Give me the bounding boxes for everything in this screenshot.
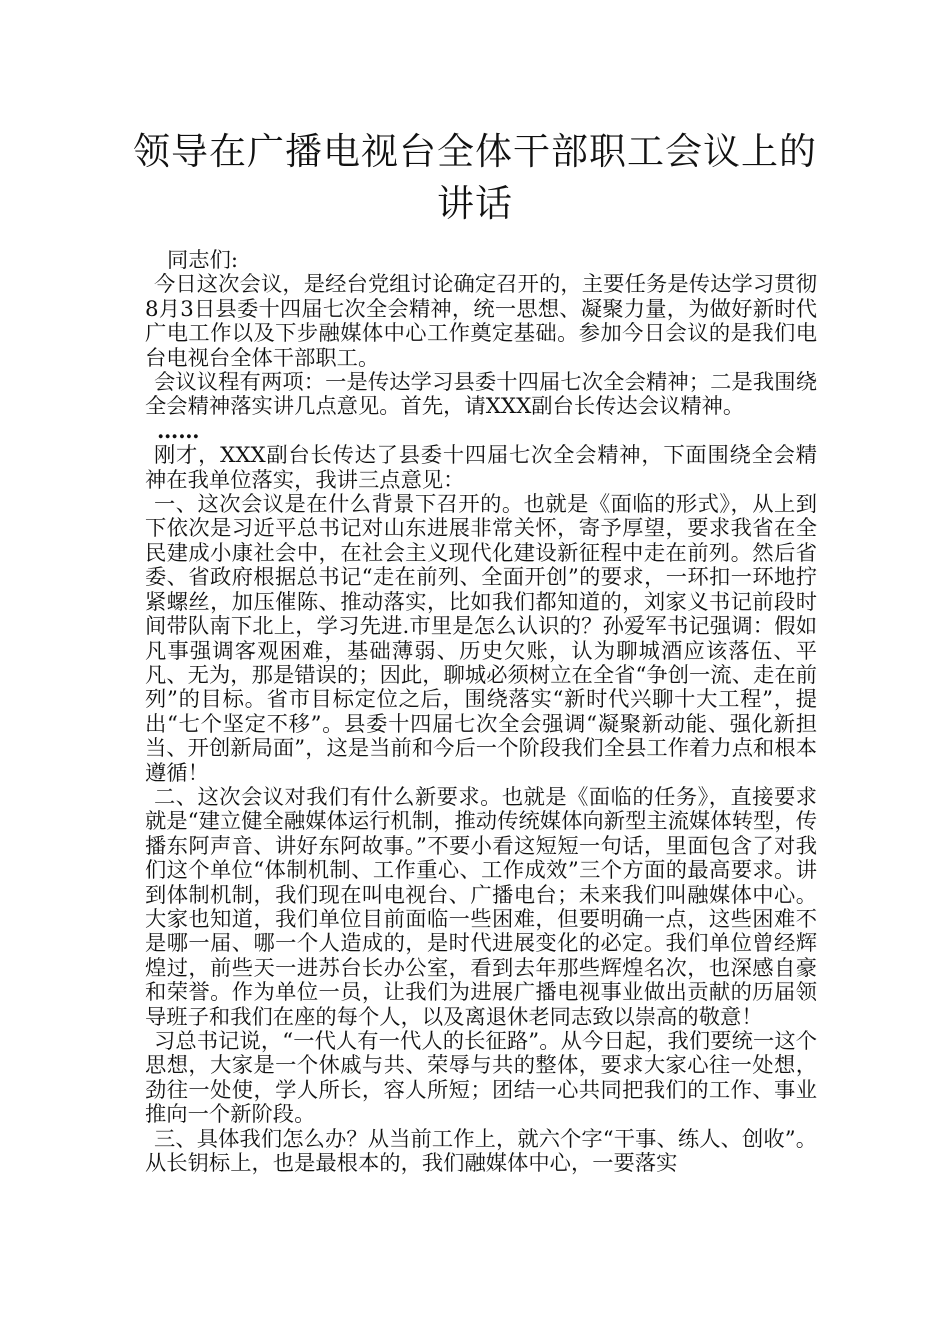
title-line-2: 讲话 [437,182,513,225]
paragraph-meeting-purpose: 今日这次会议，是经台党组讨论确定召开的，主要任务是传达学习贯彻8月3日县委十四届七次全会精神，统一思想、凝聚力量，为做好新时代广电工作以及下步融媒体中心工作奠定基础。参加今日会议的是我们电台电视台全体干部职工。 [145,272,817,371]
paragraph-agenda: 会议议程有两项：一是传达学习县委十四届七次全会精神；二是我围绕全会精神落实讲几点意见。首先，请XXX副台长传达会议精神。 [145,370,817,420]
paragraph-point-three: 三、具体我们怎么办？从当前工作上，就六个字“干事、练人、创收”。从长钥标上，也是最根本的，我们融媒体中心，一要落实 [145,1126,817,1177]
document-title [120,126,830,230]
paragraph-point-one: 一、这次会议是在什么背景下召开的。也就是《面临的形式》，从上到下依次是习近平总书记对山东进展非常关怀，寄予厚望，要求我省在全民建成小康社会中，在社会主义现代化建设新征程中走在前列。然后省委、省政府根据总书记“走在前列、全面开创”的要求，一环扣一环地拧紧螺丝，加压催陈、推动落实，比如我们都知道的，刘家义书记前段时间带队南下北上，学习先进.市里是怎么认识的？孙爱军书记强调：假如凡事强调客观困难，基础薄弱、历史欠账，认为聊城酒应该落伍、平凡、无为，那是错误的；因此，聊城必须树立在全省“争创一流、走在前列”的目标。省市目标定位之后，围绕落实“新时代兴聊十大工程”，提出“七个坚定不移”。县委十四届七次全会强调“凝聚新动能、强化新担当、开创新局面”，这是当前和今后一个阶段我们全县工作着力点和根本遵循！ [145,492,817,786]
paragraph-quote: 习总书记说，“一代人有一代人的长征路”。从今日起，我们要统一这个思想，大家是一个休戚与共、荣辱与共的整体，要求大家心往一处想，劲往一处使，学人所长，容人所短；团结一心共同把我们的工作、事业推向一个新阶段。 [145,1029,817,1128]
paragraph-point-two: 二、这次会议对我们有什么新要求。也就是《面临的任务》，直接要求就是“建立健全融媒体运行机制，推动传统媒体向新型主流媒体转型，传播东阿声音、讲好东阿故事。”不要小看这短短一句话，里面包含了对我们这个单位“体制机制、工作重心、工作成效”三个方面的最高要求。讲到体制机制，我们现在叫电视台、广播电台；未来我们叫融媒体中心。大家也知道，我们单位目前面临一些困难，但要明确一点，这些困难不是哪一届、哪一个人造成的，是时代进展变化的必定。我们单位曾经辉煌过，前些天一进苏台长办公室，看到去年那些辉煌名次，也深感自豪和荣誉。作为单位一员，让我们为进展广播电视事业做出贡献的历届领导班子和我们在座的每个人，以及离退休老同志致以崇高的敬意！ [145,784,817,1030]
title-line-1: 领导在广播电视台全体干部职工会议上的 [133,130,817,173]
paragraph-transition: 刚才，XXX副台长传达了县委十四届七次全会精神，下面围绕全会精神在我单位落实，我讲三点意见： [145,443,817,493]
paragraph-ellipsis: …… [157,418,200,444]
salutation: 同志们: [167,248,239,273]
document-body [145,249,817,1176]
